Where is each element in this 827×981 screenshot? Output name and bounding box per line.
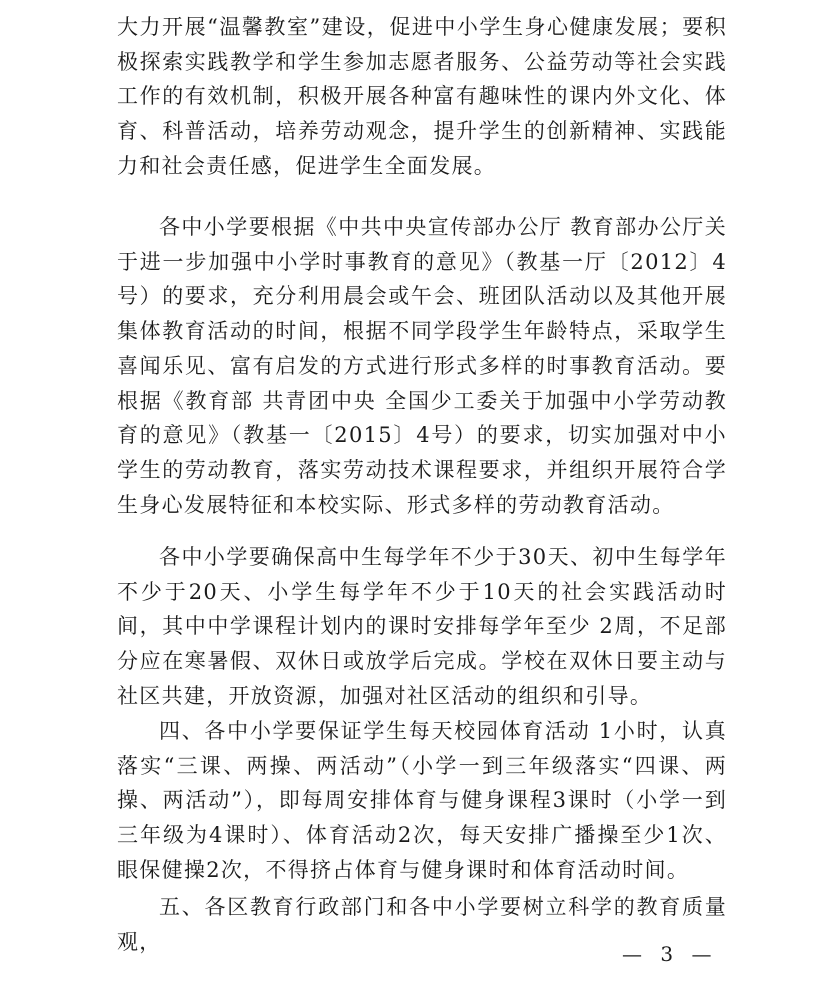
paragraph-3: 各中小学要确保高中生每学年不少于30天、初中生每学年不少于20天、小学生每学年不少于10天的社会实践活动时间，其中中学课程计划内的课时安排每学年至少 2周，不足部分应在寒暑假、双休日或放学后完成。学校在双休日要主动与社区共建，开放资源，加强对社区活动的组织和引导。 bbox=[117, 545, 727, 708]
paragraph-2: 各中小学要根据《中共中央宣传部办公厅 教育部办公厅关于进一步加强中小学时事教育的意见》（教基一厅〔2012〕4号）的要求，充分利用晨会或午会、班团队活动以及其他开展集体教育活动的时间，根据不同学段学生年龄特点，采取学生喜闻乐见、富有启发的方式进行形式多样的时事教育活动。要根据《教育部 共青团中央 全国少工委关于加强中小学劳动教育的意见》（教基一〔2015〕4号）的要求，切实加强对中小学生的劳动教育，落实劳动技术课程要求，并组织开展符合学生身心发展特征和本校实际、形式多样的劳动教育活动。 bbox=[117, 215, 727, 517]
paragraph-1: 大力开展“温馨教室”建设，促进中小学生身心健康发展；要积极探索实践教学和学生参加志愿者服务、公益劳动等社会实践工作的有效机制，积极开展各种富有趣味性的课内外文化、体育、科普活动，培养劳动观念，提升学生的创新精神、实践能力和社会责任感，促进学生全面发展。 bbox=[117, 15, 727, 178]
paragraph-5: 五、各区教育行政部门和各中小学要树立科学的教育质量观， bbox=[117, 895, 727, 954]
page-number: — 3 — bbox=[622, 942, 718, 966]
paragraph-4: 四、各中小学要保证学生每天校园体育活动 1小时，认真落实“三课、两操、两活动”（小学一到三年级落实“四课、两操、两活动”），即每周安排体育与健身课程3课时（小学一到三年级为4课时）、体育活动2次，每天安排广播操至少1次、眼保健操2次，不得挤占体育与健身课时和体育活动时间。 bbox=[117, 719, 727, 882]
